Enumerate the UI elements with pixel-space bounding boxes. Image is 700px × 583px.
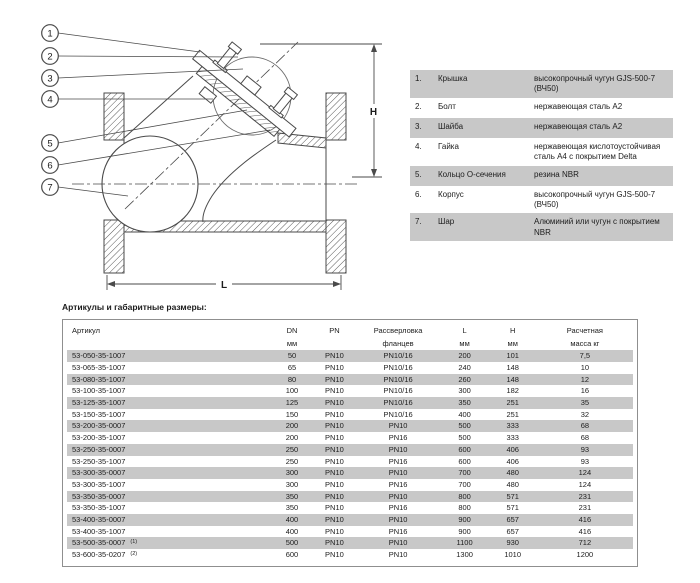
cell-article: 53-600-35-0207 $^{(2)}$ [72, 550, 138, 560]
size-table-row [67, 479, 633, 491]
cell-drill: PN10/16 [356, 350, 441, 362]
cell-h: 182 [506, 386, 519, 396]
parts-row [410, 213, 673, 241]
parts-row [410, 118, 673, 138]
cell-dn: 200 [271, 420, 313, 432]
cell-dn: 300 [285, 479, 299, 489]
size-table-row [67, 362, 633, 374]
cell-dn: 125 [271, 397, 313, 409]
cell-pn: PN10 [325, 479, 344, 489]
cell-dn: 400 [285, 526, 299, 536]
cell-drill: PN10/16 [356, 374, 441, 386]
column-unit [67, 337, 271, 350]
size-table-row [67, 432, 633, 444]
callout-number-6: 6 [47, 160, 53, 172]
parts-row-material: высокопрочный чугун GJS-500-7 (ВЧ50) [534, 189, 656, 209]
l-arrow-right [333, 281, 341, 287]
cell-mass: 7,5 [537, 350, 633, 362]
cell-h: 333 [506, 433, 519, 443]
parts-row-number: 7. [415, 217, 422, 227]
cell-dn: 300 [271, 467, 313, 479]
parts-row-name: Шайба [438, 121, 464, 131]
cell-mass: 16 [580, 386, 590, 396]
cell-mass: 124 [578, 479, 592, 489]
cell-mass: 712 [537, 537, 633, 549]
cell-h: 571 [506, 503, 519, 513]
cell-dn: 250 [271, 444, 313, 456]
parts-row-material: резина NBR [534, 169, 579, 179]
cell-pn: PN10 [313, 397, 355, 409]
parts-row-name: Кольцо О-сечения [438, 169, 506, 179]
size-table-row [67, 409, 633, 421]
size-table-row [67, 420, 633, 432]
cell-h: 101 [489, 350, 537, 362]
parts-row [410, 166, 673, 186]
column-header-pn: PN [329, 326, 340, 336]
body-inner-curve [203, 140, 276, 222]
l-arrow-left [107, 281, 115, 287]
cell-pn: PN10 [325, 386, 344, 396]
parts-row-name: Шар [438, 217, 455, 227]
cell-pn: PN10 [313, 537, 355, 549]
size-table-row [67, 514, 633, 526]
cell-pn: PN10 [325, 526, 344, 536]
callout-balloons [42, 25, 59, 196]
dimension-l [107, 275, 341, 291]
cell-dn: 350 [285, 503, 299, 513]
cell-dn: 65 [287, 362, 297, 372]
column-unit: мм [507, 339, 518, 349]
cell-article: 53-150-35-1007 [72, 409, 126, 419]
cell-mass: 416 [537, 514, 633, 526]
cell-pn: PN10 [325, 409, 344, 419]
parts-row-number: 2. [415, 101, 422, 111]
callout-number-2: 2 [47, 51, 53, 63]
size-table-row [67, 467, 633, 479]
size-table-row [67, 385, 633, 397]
cell-drill: PN10 [356, 514, 441, 526]
cell-l: 260 [441, 374, 489, 386]
cell-h: 657 [489, 514, 537, 526]
cell-pn: PN10 [313, 420, 355, 432]
column-header-h: H [509, 326, 516, 336]
callout-number-4: 4 [47, 94, 53, 106]
cell-l: 350 [441, 397, 489, 409]
cell-drill: PN16 [388, 503, 408, 513]
cell-l: 1300 [456, 550, 473, 560]
size-table-row [67, 444, 633, 456]
cell-mass: 231 [578, 503, 592, 513]
size-section [62, 302, 638, 567]
size-table [67, 324, 633, 561]
cell-l: 240 [458, 362, 471, 372]
cell-h: 657 [506, 526, 519, 536]
column-header-article: Артикул [72, 326, 100, 336]
body-top-wall [278, 133, 326, 148]
column-unit: масса кг [570, 339, 600, 349]
cell-l: 200 [441, 350, 489, 362]
cell-mass: 10 [580, 362, 590, 372]
cell-dn: 80 [271, 374, 313, 386]
cell-pn: PN10 [313, 514, 355, 526]
cell-l: 600 [441, 444, 489, 456]
leader-2 [58, 56, 238, 57]
parts-row-material: высокопрочный чугун GJS-500-7 (ВЧ50) [534, 74, 656, 94]
cell-dn: 200 [285, 433, 299, 443]
header-label-row [67, 324, 633, 337]
size-table-row [67, 350, 633, 362]
cell-mass: 12 [537, 374, 633, 386]
cell-h: 148 [489, 374, 537, 386]
cell-l: 700 [441, 467, 489, 479]
column-unit: мм [286, 339, 298, 349]
header-unit-row [67, 337, 633, 350]
cell-dn: 250 [285, 456, 299, 466]
cell-l: 500 [458, 433, 471, 443]
cell-l: 500 [441, 420, 489, 432]
parts-row-material: нержавеющая кислотоустойчивая сталь А4 с покрытием Delta [534, 141, 661, 162]
cell-drill: PN16 [388, 479, 408, 489]
cell-drill: PN16 [388, 526, 408, 536]
cell-h: 930 [489, 537, 537, 549]
cell-dn: 150 [285, 409, 299, 419]
column-header-рассверловка: Рассверловка [373, 326, 423, 336]
cell-article: 53-100-35-1007 [72, 386, 126, 396]
parts-row-number: 6. [415, 189, 422, 199]
cell-mass: 35 [537, 397, 633, 409]
parts-row [410, 138, 673, 166]
cell-pn: PN10 [325, 362, 344, 372]
cell-l: 600 [458, 456, 471, 466]
cell-article: 53-200-35-0007 [67, 420, 271, 432]
l-dimension-label: L [220, 280, 228, 291]
cell-dn: 100 [285, 386, 299, 396]
cell-l: 1100 [441, 537, 489, 549]
cell-drill: PN10 [356, 420, 441, 432]
footnote-marker: (2) [130, 551, 138, 558]
cell-drill: PN16 [388, 433, 408, 443]
neck-left-edge [124, 76, 193, 138]
cell-article: 53-300-35-1007 [72, 479, 126, 489]
cell-mass: 68 [580, 433, 590, 443]
cell-mass: 124 [537, 467, 633, 479]
cell-l: 800 [441, 491, 489, 503]
right-flange-top [326, 93, 346, 140]
parts-row-material: Алюминий или чугун с покрытием NBR [534, 217, 660, 237]
cell-drill: PN10 [356, 467, 441, 479]
right-flange-bottom [326, 220, 346, 273]
size-table-row [67, 374, 633, 386]
cell-drill: PN10/16 [383, 409, 413, 419]
size-table-row [67, 526, 633, 538]
column-header-l: L [462, 326, 467, 336]
cell-article: 53-065-35-1007 [72, 362, 126, 372]
cell-l: 800 [458, 503, 471, 513]
cell-h: 251 [506, 409, 519, 419]
cell-dn: 50 [271, 350, 313, 362]
column-unit: фланцев [382, 339, 414, 349]
size-table-frame [62, 319, 638, 567]
size-table-row [67, 491, 633, 503]
column-unit [313, 337, 355, 350]
cell-drill: PN10 [356, 491, 441, 503]
cell-mass: 93 [580, 456, 590, 466]
parts-row-name: Корпус [438, 189, 464, 199]
h-dimension-label: H [369, 107, 378, 118]
cell-article: 53-400-35-0007 [67, 514, 271, 526]
size-table-row [67, 502, 633, 514]
cell-pn: PN10 [313, 467, 355, 479]
cell-mass: 416 [578, 526, 592, 536]
parts-row-number: 4. [415, 141, 422, 151]
cell-mass: 93 [537, 444, 633, 456]
parts-row [410, 98, 673, 118]
h-arrow-up [371, 44, 377, 52]
parts-row-number: 5. [415, 169, 422, 179]
size-table-body [67, 350, 633, 561]
parts-list [410, 70, 673, 241]
cell-article: 53-200-35-1007 [72, 433, 126, 443]
cell-l: 700 [458, 479, 471, 489]
cell-article: 53-400-35-1007 [72, 526, 126, 536]
cell-drill: PN10/16 [356, 397, 441, 409]
cell-article: 53-080-35-1007 [67, 374, 271, 386]
cell-h: 148 [506, 362, 519, 372]
footnote-marker: (1) [130, 539, 138, 546]
cell-mass: 32 [580, 409, 590, 419]
callout-number-1: 1 [47, 28, 53, 40]
size-table-title: Артикулы и габаритные размеры: [62, 302, 207, 312]
cell-mass: 68 [537, 420, 633, 432]
cell-dn: 500 [271, 537, 313, 549]
cell-h: 1010 [504, 550, 522, 560]
cell-article: 53-250-35-0007 [67, 444, 271, 456]
cell-h: 480 [489, 467, 537, 479]
callout-number-5: 5 [47, 138, 53, 150]
cell-drill: PN10/16 [383, 386, 413, 396]
cell-dn: 600 [285, 550, 299, 560]
cell-pn: PN10 [313, 350, 355, 362]
cell-drill: PN10 [356, 444, 441, 456]
parts-row-material: нержавеющая сталь А2 [534, 121, 623, 131]
cell-h: 251 [489, 397, 537, 409]
cell-dn: 400 [271, 514, 313, 526]
cell-article: 53-350-35-1007 [72, 503, 126, 513]
leader-1 [58, 33, 200, 52]
parts-row-name: Болт [438, 101, 456, 111]
parts-row-number: 1. [415, 74, 422, 83]
cell-pn: PN10 [325, 503, 344, 513]
cell-mass: 1200 [576, 550, 594, 560]
callout-number-7: 7 [47, 182, 53, 194]
cell-h: 571 [489, 491, 537, 503]
parts-row-number: 3. [415, 121, 422, 131]
h-arrow-down [371, 169, 377, 177]
size-table-header [67, 324, 633, 350]
column-header-dn: DN [286, 326, 298, 336]
cell-l: 400 [458, 409, 471, 419]
parts-row-name: Гайка [438, 141, 459, 151]
cell-article: 53-050-35-1007 [67, 350, 271, 362]
size-table-row [67, 397, 633, 409]
cell-mass: 231 [537, 491, 633, 503]
cell-article: 53-500-35-0007 $^{(1)}$ [67, 537, 271, 549]
cell-pn: PN10 [313, 374, 355, 386]
callout-number-3: 3 [47, 73, 53, 85]
cell-drill: PN10/16 [383, 362, 413, 372]
cell-pn: PN10 [313, 444, 355, 456]
size-table-row [67, 549, 633, 561]
column-unit: мм [459, 339, 470, 349]
cell-l: 300 [458, 386, 471, 396]
cell-dn: 350 [271, 491, 313, 503]
parts-row [410, 186, 673, 214]
cell-article: 53-125-35-1007 [67, 397, 271, 409]
cell-pn: PN10 [325, 433, 344, 443]
size-table-row [67, 537, 633, 549]
cell-h: 406 [506, 456, 519, 466]
cell-pn: PN10 [325, 550, 344, 560]
cell-drill: PN16 [388, 456, 408, 466]
left-flange-bottom [104, 220, 124, 273]
cell-h: 406 [489, 444, 537, 456]
valve-cross-section-drawing [0, 0, 400, 300]
cell-article: 53-350-35-0007 [67, 491, 271, 503]
column-header-расчетная: Расчетная [566, 326, 603, 336]
cell-article: 53-250-35-1007 [72, 456, 126, 466]
cell-drill: PN10 [356, 537, 441, 549]
size-table-row [67, 456, 633, 468]
cell-h: 480 [506, 479, 519, 489]
cell-drill: PN10 [388, 550, 408, 560]
cell-h: 333 [489, 420, 537, 432]
parts-row-material: нержавеющая сталь А2 [534, 101, 623, 111]
cell-l: 900 [458, 526, 471, 536]
cell-pn: PN10 [325, 456, 344, 466]
cell-l: 900 [441, 514, 489, 526]
cell-pn: PN10 [313, 491, 355, 503]
parts-row-name: Крышка [438, 74, 468, 83]
cell-article: 53-300-35-0007 [67, 467, 271, 479]
parts-row [410, 70, 673, 98]
